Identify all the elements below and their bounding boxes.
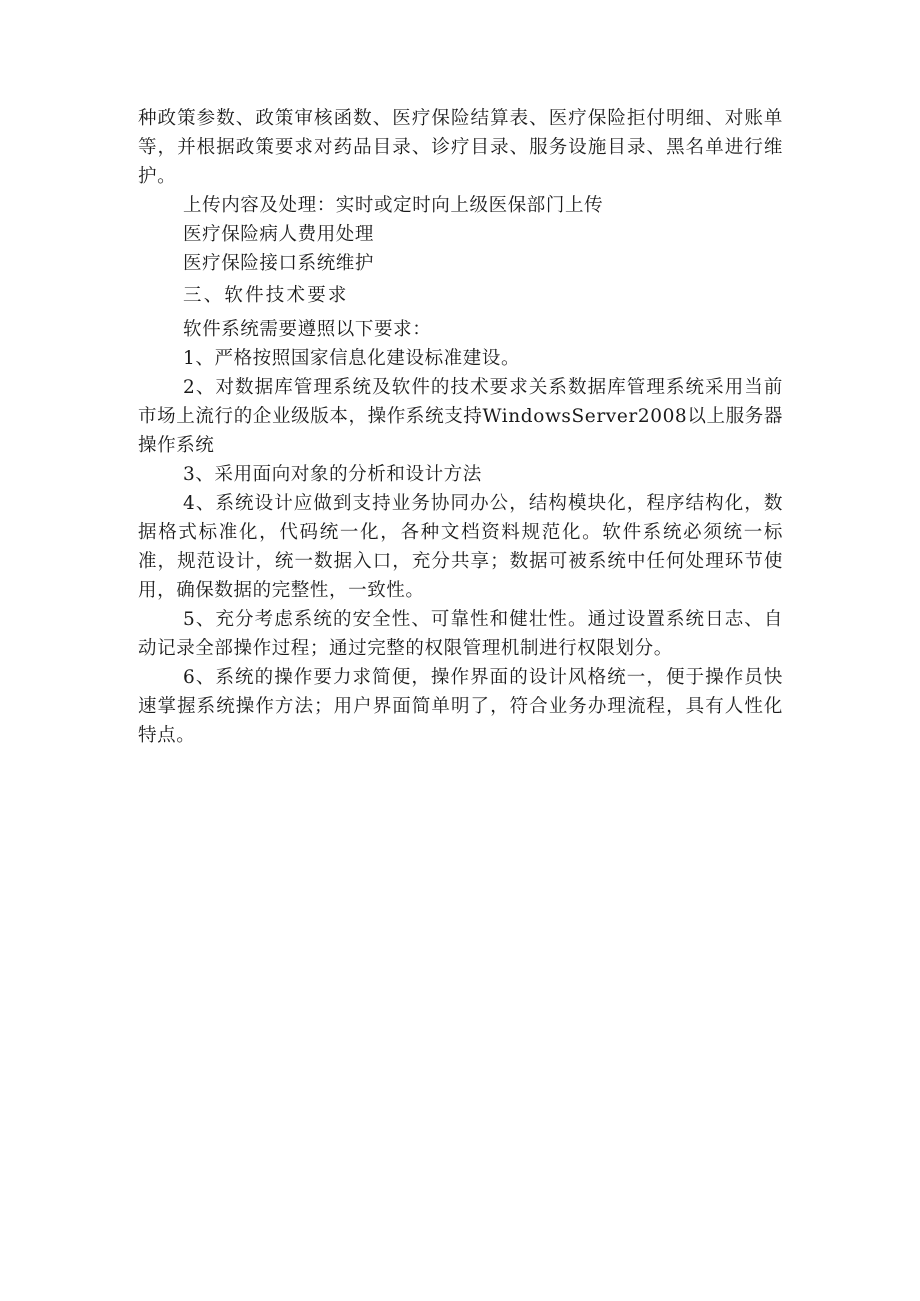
paragraph-upload: 上传内容及处理：实时或定时向上级医保部门上传 [183, 195, 604, 216]
requirement-item-4: 4、系统设计应做到支持业务协同办公，结构模块化，程序结构化，数据格式标准化，代码统一化，各种文档资料规范化。软件系统必须统一标准，规范设计，统一数据入口，充分共享；数据可被系统中任何处理环节使用，确保数据的完整性，一致性。 [138, 493, 783, 601]
requirement-item-3: 3、采用面向对象的分析和设计方法 [183, 464, 482, 485]
paragraph-interface-maintenance: 医疗保险接口系统维护 [183, 253, 375, 274]
document-page [138, 104, 783, 750]
section-heading: 三、软件技术要求 [183, 285, 349, 306]
paragraph-policy-maintenance: 种政策参数、政策审核函数、医疗保险结算表、医疗保险拒付明细、对账单等，并根据政策要求对药品目录、诊疗目录、服务设施目录、黑名单进行维护。 [138, 108, 783, 187]
paragraph-requirements-intro: 软件系统需要遵照以下要求： [183, 319, 432, 340]
requirement-item-6: 6、系统的操作要力求简便，操作界面的设计风格统一，便于操作员快速掌握系统操作方法；用户界面简单明了，符合业务办理流程，具有人性化特点。 [138, 667, 783, 746]
requirement-item-1: 1、严格按照国家信息化建设标准建设。 [183, 348, 521, 369]
requirement-item-5: 5、充分考虑系统的安全性、可靠性和健壮性。通过设置系统日志、自动记录全部操作过程；通过完整的权限管理机制进行权限划分。 [138, 609, 783, 659]
paragraph-patient-fee: 医疗保险病人费用处理 [183, 224, 375, 245]
requirement-item-2: 2、对数据库管理系统及软件的技术要求关系数据库管理系统采用当前市场上流行的企业级版本，操作系统支持WindowsServer2008以上服务器操作系统 [138, 377, 783, 456]
